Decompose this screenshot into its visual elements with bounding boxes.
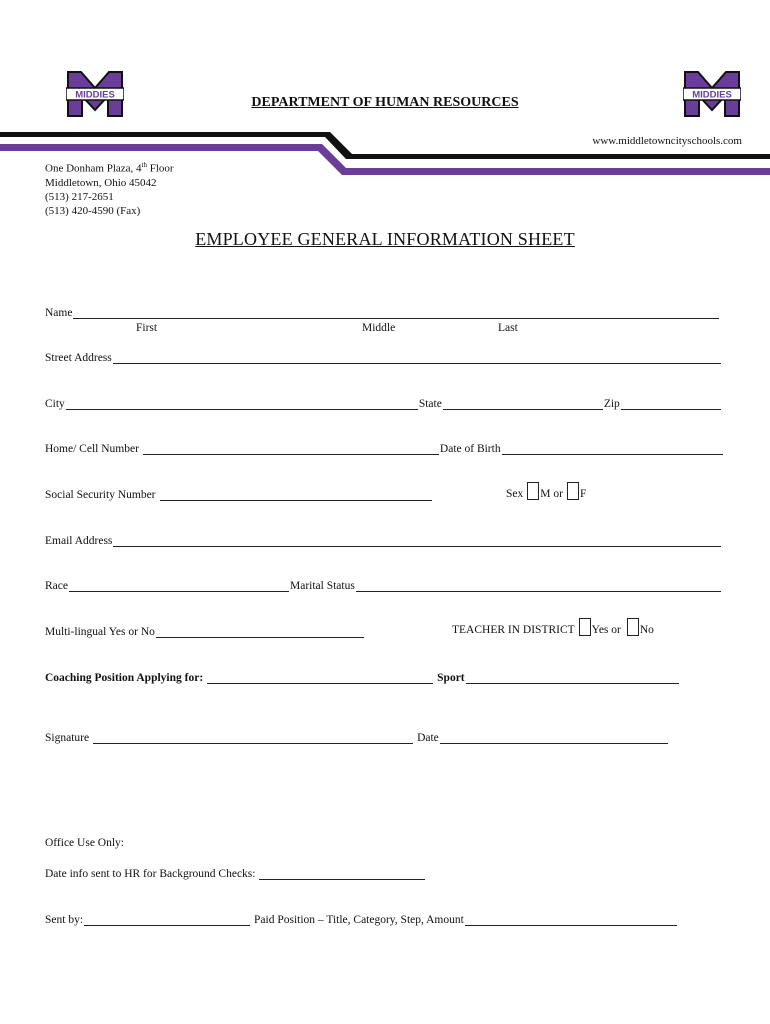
signature-row xyxy=(45,731,669,744)
city-row xyxy=(45,397,722,410)
state-label: State xyxy=(418,398,442,410)
email-label: Email Address xyxy=(45,535,113,547)
svg-text:MIDDIES: MIDDIES xyxy=(692,89,732,101)
department-title: DEPARTMENT OF HUMAN RESOURCES xyxy=(251,95,519,110)
address-block xyxy=(45,158,174,218)
address-line-1: One Donham Plaza, 4th Floor xyxy=(45,161,174,175)
marital-field[interactable] xyxy=(356,579,721,592)
multilingual-row xyxy=(45,625,365,638)
street-field[interactable] xyxy=(113,351,721,364)
ssn-field[interactable] xyxy=(160,488,432,501)
teacher-no-label: No xyxy=(639,624,654,636)
fax-number: (513) 420-4590 (Fax) xyxy=(45,204,141,217)
address-line-2: Middletown, Ohio 45042 xyxy=(45,176,157,189)
name-label: Name xyxy=(45,307,73,319)
sex-f-label: F xyxy=(579,488,587,500)
dob-label: Date of Birth xyxy=(439,443,501,455)
background-check-field[interactable] xyxy=(259,867,425,880)
coaching-field[interactable] xyxy=(207,671,433,684)
website-url: www.middletowncityschools.com xyxy=(592,135,742,147)
teacher-no-checkbox[interactable] xyxy=(627,618,639,636)
sex-f-checkbox[interactable] xyxy=(567,482,579,500)
phone-number: (513) 217-2651 xyxy=(45,190,114,203)
sex-m-label: M or xyxy=(540,488,563,500)
svg-text:MIDDIES: MIDDIES xyxy=(75,89,115,101)
sent-by-field[interactable] xyxy=(84,913,250,926)
name-field[interactable] xyxy=(73,306,719,319)
marital-label: Marital Status xyxy=(289,580,355,592)
last-name-label: Last xyxy=(498,322,518,334)
sent-by-label: Sent by: xyxy=(45,914,84,926)
teacher-label: TEACHER IN DISTRICT xyxy=(452,624,575,636)
email-row xyxy=(45,534,722,547)
background-check-row xyxy=(45,867,426,880)
sport-field[interactable] xyxy=(466,671,679,684)
street-label: Street Address xyxy=(45,352,112,364)
multilingual-label: Multi-lingual Yes or No xyxy=(45,626,155,638)
coaching-label: Coaching Position Applying for: xyxy=(45,672,204,684)
signature-label: Signature xyxy=(45,732,90,744)
multilingual-field[interactable] xyxy=(156,625,364,638)
sex-group xyxy=(506,482,586,500)
signature-date-label: Date xyxy=(417,732,439,744)
city-label: City xyxy=(45,398,65,410)
middle-name-label: Middle xyxy=(362,322,396,334)
paid-position-label: Paid Position – Title, Category, Step, Amount xyxy=(254,914,464,926)
sex-m-checkbox[interactable] xyxy=(527,482,539,500)
street-row xyxy=(45,351,722,364)
ssn-label: Social Security Number xyxy=(45,489,156,501)
name-row xyxy=(45,306,720,319)
race-label: Race xyxy=(45,580,68,592)
teacher-yes-checkbox[interactable] xyxy=(579,618,591,636)
race-row xyxy=(45,579,722,592)
ssn-row xyxy=(45,488,433,501)
paid-position-field[interactable] xyxy=(465,913,677,926)
teacher-group xyxy=(452,618,654,636)
form-title: EMPLOYEE GENERAL INFORMATION SHEET xyxy=(195,229,575,249)
signature-field[interactable] xyxy=(93,731,413,744)
sent-by-row xyxy=(45,913,678,926)
zip-label: Zip xyxy=(603,398,620,410)
email-field[interactable] xyxy=(113,534,721,547)
phone-field[interactable] xyxy=(143,442,439,455)
phone-row xyxy=(45,442,724,455)
teacher-yes-label: Yes or xyxy=(591,624,621,636)
signature-date-field[interactable] xyxy=(440,731,668,744)
background-check-label: Date info sent to HR for Background Checks: xyxy=(45,868,256,880)
first-name-label: First xyxy=(136,322,158,334)
sport-label: Sport xyxy=(437,672,465,684)
sex-label: Sex xyxy=(506,488,524,500)
office-heading: Office Use Only: xyxy=(45,837,124,849)
state-field[interactable] xyxy=(443,397,603,410)
city-field[interactable] xyxy=(66,397,418,410)
phone-label: Home/ Cell Number xyxy=(45,443,139,455)
coaching-row xyxy=(45,671,680,684)
race-field[interactable] xyxy=(69,579,289,592)
dob-field[interactable] xyxy=(502,442,723,455)
zip-field[interactable] xyxy=(621,397,721,410)
